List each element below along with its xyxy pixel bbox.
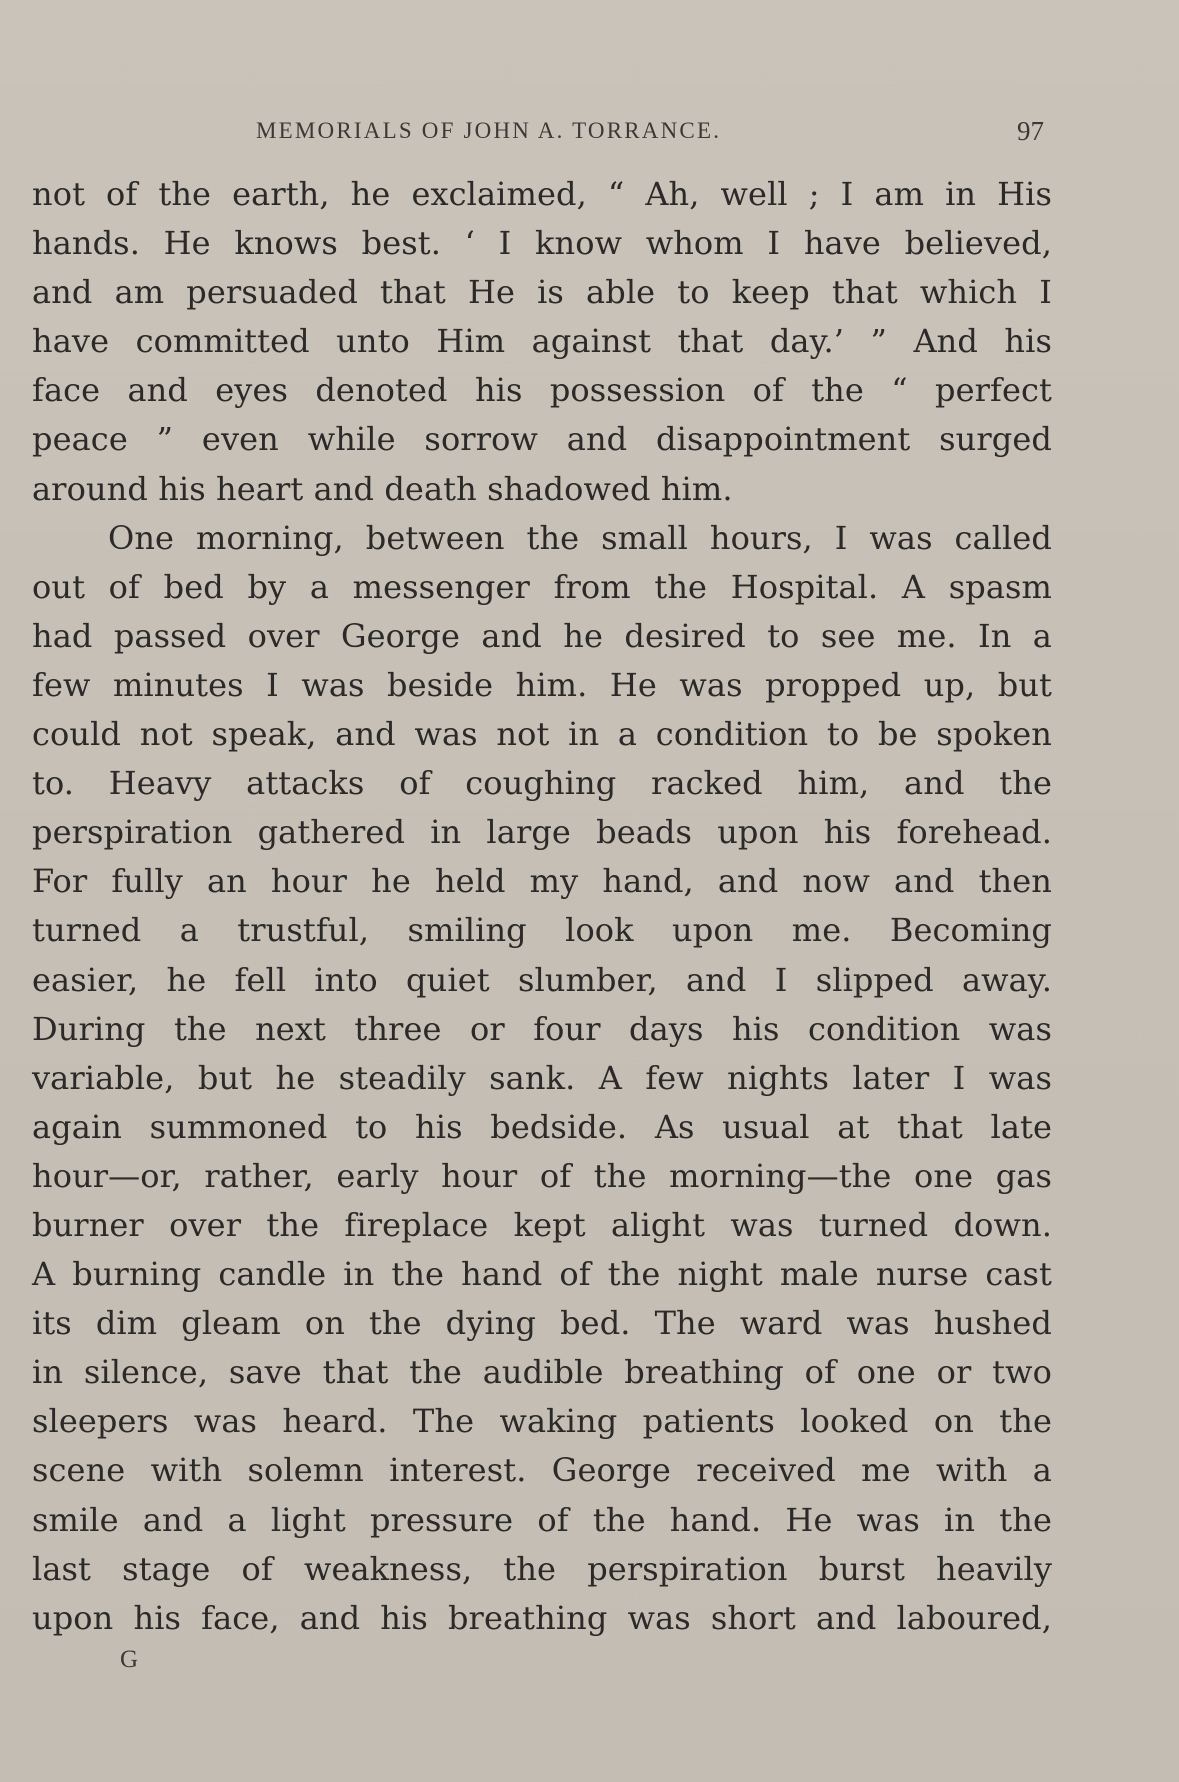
- text-line: turned a trustful, smiling look upon me. Becoming: [32, 911, 1052, 950]
- text-line: have committed unto Him against that day.’ ” And his: [32, 322, 1052, 361]
- signature-mark: G: [120, 1646, 139, 1673]
- text-line: again summoned to his bedside. As usual at that late: [32, 1107, 1052, 1146]
- text-line: in silence, save that the audible breathing of one or two: [32, 1353, 1052, 1392]
- running-head: [32, 114, 1052, 154]
- text-line: sleepers was heard. The waking patients looked on the: [32, 1402, 1052, 1441]
- text-line: hands. He knows best. ‘ I know whom I have believed,: [32, 224, 1052, 263]
- text-line: peace ” even while sorrow and disappointment surged: [32, 420, 1052, 459]
- text-line: smile and a light pressure of the hand. He was in the: [32, 1500, 1052, 1539]
- text-line: not of the earth, he exclaimed, “ Ah, well ; I am in His: [32, 175, 1052, 213]
- paragraph-first-line: One morning, between the small hours, I was called: [108, 518, 1052, 557]
- text-line: During the next three or four days his condition was: [32, 1009, 1052, 1048]
- text-line: out of bed by a messenger from the Hospital. A spasm: [32, 567, 1052, 606]
- text-line: perspiration gathered in large beads upon his forehead.: [32, 813, 1052, 852]
- running-title: MEMORIALS OF JOHN A. TORRANCE.: [256, 118, 722, 143]
- page-number: 97: [1017, 116, 1044, 146]
- text-line: upon his face, and his breathing was short and laboured,: [32, 1598, 1052, 1637]
- text-line: burner over the fireplace kept alight was turned down.: [32, 1205, 1052, 1244]
- text-line: had passed over George and he desired to see me. In a: [32, 616, 1052, 655]
- text-line: hour—or, rather, early hour of the morning—the one gas: [32, 1156, 1052, 1195]
- body-text: [32, 170, 1052, 1643]
- text-line: could not speak, and was not in a condition to be spoken: [32, 715, 1052, 754]
- text-line: around his heart and death shadowed him.: [32, 469, 733, 508]
- text-line: to. Heavy attacks of coughing racked him, and the: [32, 764, 1052, 803]
- text-line: and am persuaded that He is able to keep that which I: [32, 273, 1052, 312]
- text-line: For fully an hour he held my hand, and now and then: [32, 862, 1052, 901]
- text-line: its dim gleam on the dying bed. The ward was hushed: [32, 1304, 1052, 1343]
- text-line: easier, he fell into quiet slumber, and I slipped away.: [32, 960, 1052, 999]
- text-line: A burning candle in the hand of the night male nurse cast: [32, 1255, 1052, 1294]
- text-line: last stage of weakness, the perspiration burst heavily: [32, 1549, 1052, 1588]
- text-line: scene with solemn interest. George received me with a: [32, 1451, 1052, 1490]
- text-line: variable, but he steadily sank. A few nights later I was: [32, 1058, 1052, 1097]
- text-line: few minutes I was beside him. He was propped up, but: [32, 665, 1052, 704]
- text-line: face and eyes denoted his possession of the “ perfect: [32, 371, 1052, 410]
